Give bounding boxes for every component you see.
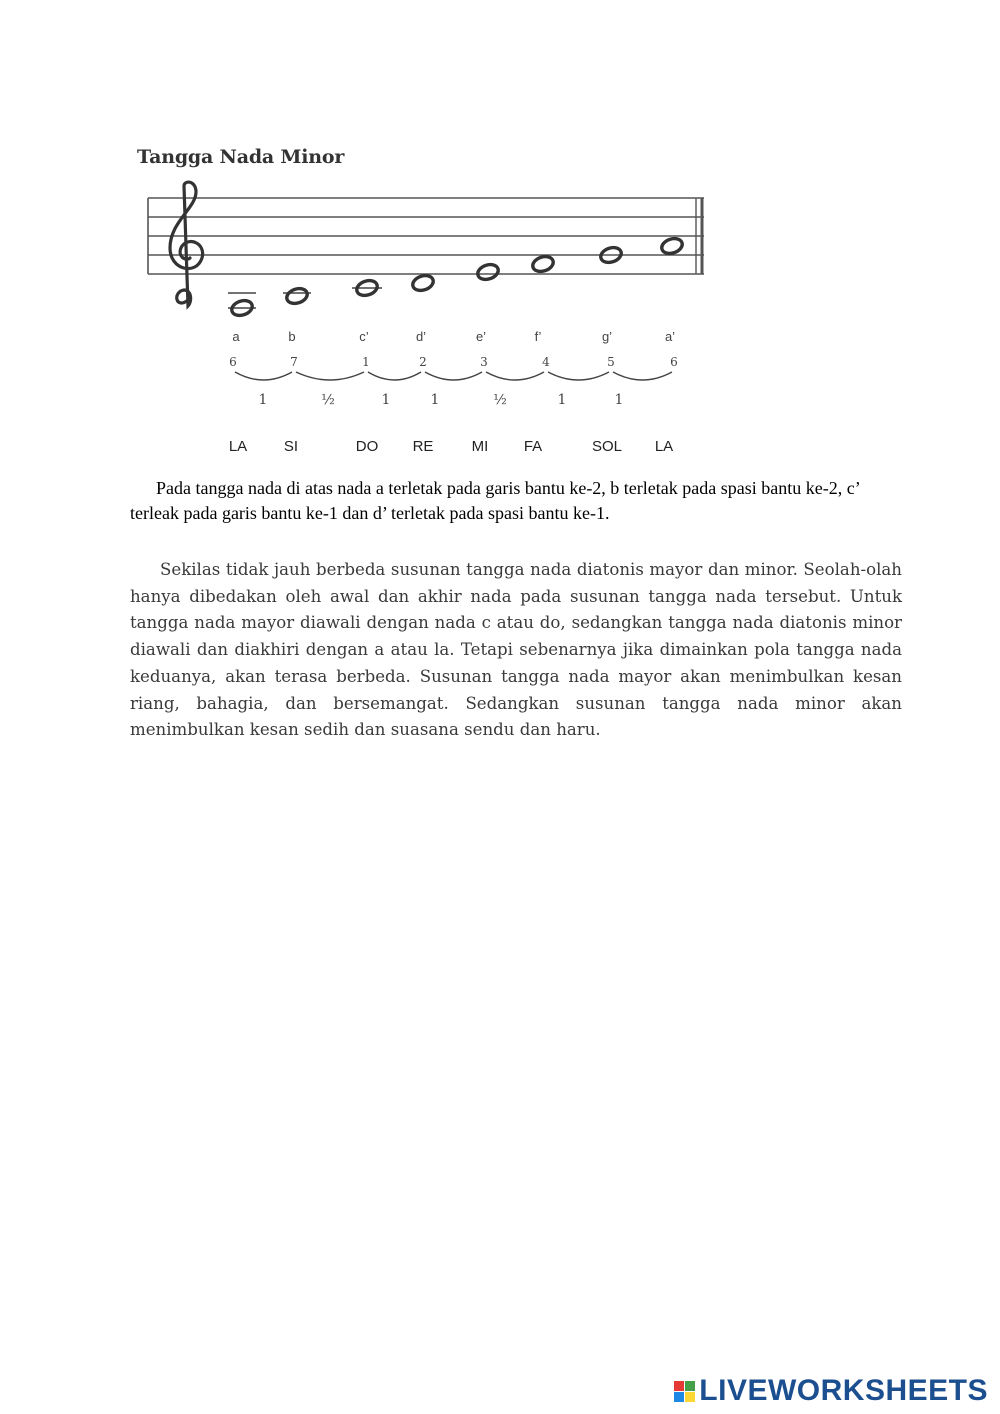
solfege-label: LA	[654, 438, 674, 455]
number-label: 4	[542, 355, 550, 369]
interval-label: 1	[430, 392, 440, 408]
note-letter: c’	[359, 329, 369, 344]
interval-slur	[425, 372, 482, 380]
interval-slur	[548, 372, 609, 380]
logo-text: LIVEWORKSHEETS	[699, 1374, 988, 1407]
interval-label: 1	[258, 392, 268, 408]
solfege-label: RE	[412, 438, 434, 455]
number-label: 7	[290, 355, 298, 369]
interval-slur	[368, 372, 421, 380]
note-letter: f’	[534, 329, 542, 344]
note-letter: a	[232, 329, 240, 344]
logo-square	[674, 1381, 684, 1391]
logo-square	[685, 1392, 695, 1402]
number-label: 1	[362, 355, 370, 369]
interval-label: ½	[321, 392, 335, 408]
solfege-label: DO	[355, 438, 379, 455]
solfege-label: SI	[283, 438, 299, 455]
whole-note-2	[285, 286, 309, 306]
number-label: 2	[419, 355, 427, 369]
interval-label: ½	[493, 392, 507, 408]
whole-note-6	[531, 254, 555, 274]
logo-squares-icon	[674, 1381, 695, 1402]
paragraph-explanation: Pada tangga nada di atas nada a terletak pada garis bantu ke-2, b terletak pada spasi bantu ke-2, c’ terleak pada garis bantu ke-1 dan d’ terletak pada spasi bantu ke-1.	[130, 478, 860, 523]
note-letter: a’	[664, 329, 676, 344]
logo-square	[674, 1392, 684, 1402]
interval-slur	[613, 372, 672, 380]
interval-slur	[235, 372, 292, 380]
solfege-label: FA	[523, 438, 543, 455]
number-label: 6	[229, 355, 237, 369]
solfege-label: MI	[471, 438, 489, 455]
liveworksheets-logo	[674, 1374, 988, 1408]
figure-title: Tangga Nada Minor	[137, 146, 345, 168]
number-label: 6	[670, 355, 678, 369]
solfege-label: LA	[228, 438, 248, 455]
note-letter: b	[288, 329, 296, 344]
note-letter: d’	[415, 329, 427, 344]
interval-label: 1	[614, 392, 624, 408]
whole-note-8	[660, 236, 684, 256]
note-letter: g’	[601, 329, 613, 344]
interval-slur	[486, 372, 544, 380]
number-label: 5	[607, 355, 615, 369]
number-label: 3	[480, 355, 488, 369]
logo-square	[685, 1381, 695, 1391]
interval-label: 1	[381, 392, 391, 408]
interval-slur	[296, 372, 364, 380]
staff-lines	[148, 198, 704, 274]
whole-note-4	[411, 273, 435, 293]
music-staff-figure	[0, 0, 1000, 420]
solfege-label: SOL	[591, 438, 622, 455]
treble-clef-icon	[170, 182, 203, 306]
note-letter: e’	[475, 329, 487, 344]
paragraph-comparison: Sekilas tidak jauh berbeda susunan tangga nada diatonis mayor dan minor. Seolah-olah hanya dibedakan oleh awal dan akhir nada pada susunan tangga nada tersebut. Untuk tangga nada mayor diawali dengan nada c atau do, sedangkan tangga nada diatonis minor diawali dan diakhiri dengan a atau la. Tetapi sebenarnya jika dimainkan pola tangga nada keduanya, akan terasa berbeda. Susunan tangga nada mayor akan menimbulkan kesan riang, bahagia, dan bersemangat. Sedangkan susunan tangga nada minor akan menimbulkan kesan sedih dan suasana sendu dan haru.	[130, 560, 902, 740]
interval-label: 1	[557, 392, 567, 408]
whole-note-5	[476, 262, 500, 282]
